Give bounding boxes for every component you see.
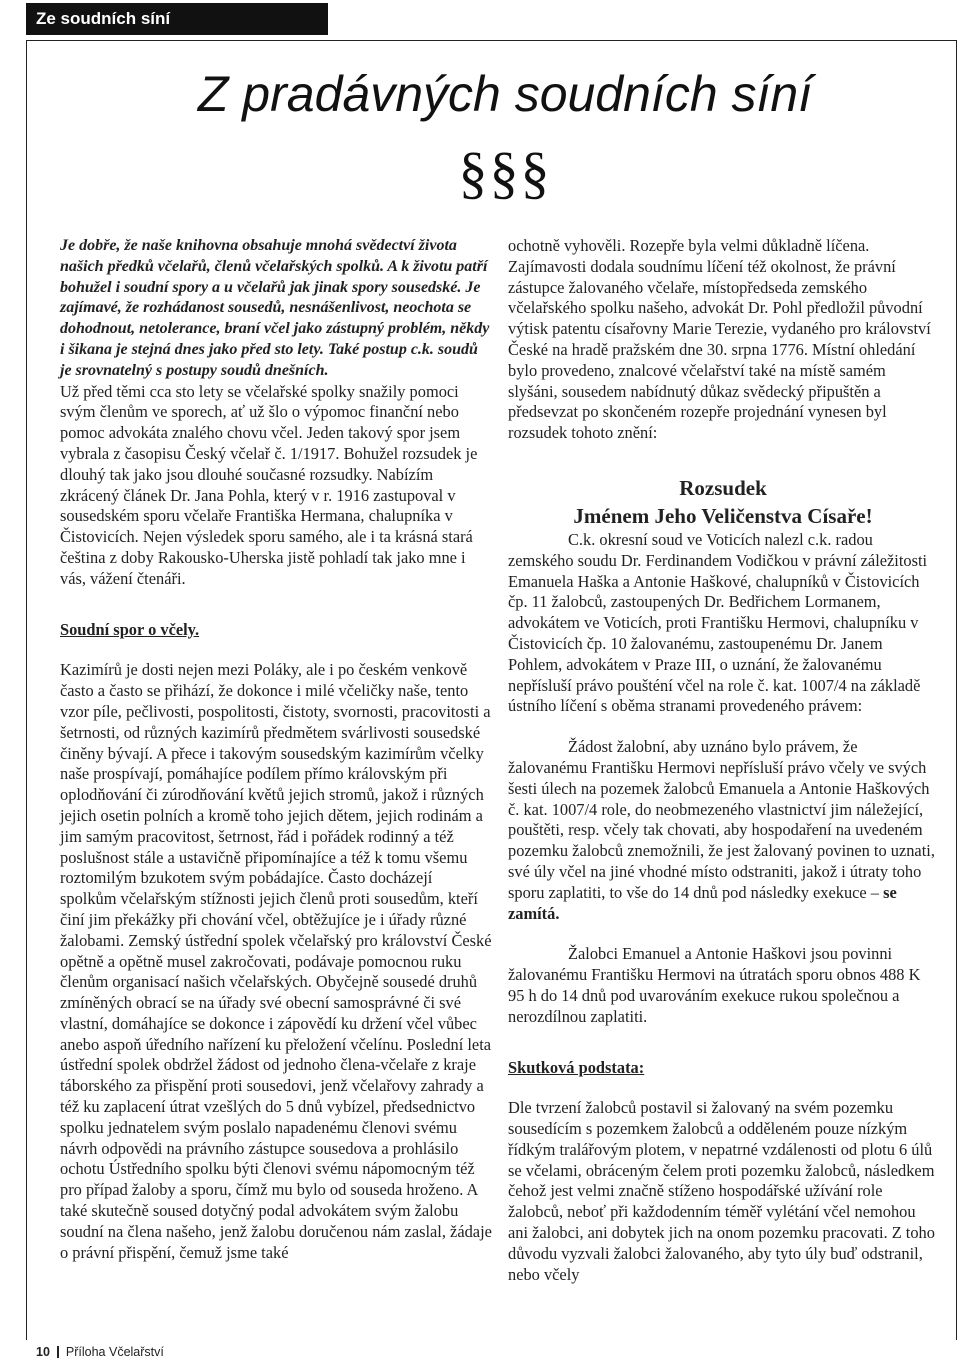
body-paragraph: Kazimírů je dosti nejen mezi Poláky, ale i po českém venkově často a často se přihází, že dokonce i milé včeličky naše, tento vzor píle, pečlivosti, pospolitosti, čistoty, svornosti, pracovitosti a šetrnosti, od různých kazimírů předmětem svárlivosti sousedské činěny bývají. A přece i takovým sousedským kazimírům včelky naše prospívají, pomáhajíce podílem přímo královským při oplodňování či zúrodňování květů jejich stromů, jakož i různých jejich osetin polních a kromě toho jejich dětem, jejich rodinám a jim samým pracovitost, šetrnost, řád i pořádek rodinný a též poslušnost stále a ustavičně připomínajíce a též k tomu všemu roztomilým bzukotem svým pobádajíce. Často docházejí spolkům včelařským stížnosti jejich členů proti sousedům, kteří činí jim překážky při chování včel, obtěžujíce je i úřady různé žalobami. Zemský ústřední spolek včelařský pro království České opětně a opětně musel zakročovati, podávaje pomocnou ruku členům organisací našich včelařských. Obyčejně sousedé druhů zmíněných obrací se na úřady své obecní samosprávné či své vlastní, domáhajíce se dokonce i zápovědí ku držení včel vůbec anebo aspoň úředního nařízení ku přeložení včelínu. Poslední leta ústřední spolek obdržel žádost od jednoho člena-včelaře z kraje táborského za přispění proti sousedovi, jenž včelařovy zahrady a též ku zaplacení útrat vzešlých do 5 dnů vybízel, předsednictvo spolku jednatelem svým poslalo napadenému členovi svému návrh odpovědi na právního zástupce sousedova a prohlásilo ochotu Ústředního spolku býti členovi svému nápomocným též pro případ žaloby a sporu, čímž mu bylo od souseda hroženo. A také skutečně soused dotyčný podal advokátem svým žalobu soudní na člena našeho, jenž žalobu doručenou nám zaslal, žádaje o právní přispění, čemuž jsme také — [60, 660, 492, 1262]
right-column — [508, 236, 938, 1285]
footer-divider — [57, 1346, 59, 1358]
page-footer — [36, 1345, 164, 1359]
body-paragraph: Žalobci Emanuel a Antonie Haškovi jsou povinni žalovanému Františku Hermovi na útratách sporu obnos 488 K 95 h do 14 dnů pod uvarováním exekuce rukou společnou a nerozdílnou zaplatiti. — [508, 944, 921, 1026]
body-paragraph: Dle tvrzení žalobců postavil si žalovaný na svém pozemku sousedícím s pozemkem žalobců a odděleném pouze nízkým řídkým tralářovým plotem, v nepatrné vzdálenosti od plotu 6 úlů se včelami, obráceným čelem proti pozemku žalobců, následkem čehož jest velmi značně stíženo hospodářské užívání role žalobců, neboť při každodenním téměř vylétání včel nemohou ani žalobci, ani dobytek jich na onom pozemku pracovati. Z toho důvodu vyzvali žalobci žalovaného, aby tyto úly buď odstranil, nebo včely — [508, 1098, 935, 1284]
section-label: Ze soudních síní — [26, 3, 328, 35]
body-paragraph: ochotně vyhověli. Rozepře byla velmi důkladně líčena. Zajímavosti dodala soudnímu líčení též okolnost, že právní zástupce žalovaného včelaře, místopředseda zemského včelařského spolku našeho, advokát Dr. Pohl předložil původní výtisk patentu císařovny Marie Terezie, vydaného pro království České na hradě pražském dne 30. srpna 1776. Místní ohledání bylo provedeno, znalcové včelařství také na místě samém slyšáni, sousedem nabídnutý důkaz svědecký připuštěn a předsevzat po skončeném rozepře projednání vynesen byl rozsudek tohoto znění: — [508, 236, 931, 443]
verdict-title: Rozsudek — [679, 475, 767, 500]
page-number: 10 — [36, 1345, 50, 1359]
body-paragraph — [508, 737, 938, 924]
body-paragraph: Už před těmi cca sto lety se včelařské spolky snažily pomoci svým členům ve sporech, ať už šlo o výpomoc finanční nebo pomoc advokáta znalého chovu včel. Jeden takový spor jsem vybrala z časopisu Český včelař č. 1/1917. Bohužel rozsudek je dlouhý tak jako jsou dlouhé současné rozsudky. Nabízím zkrácený článek Dr. Jana Pohla, který v r. 1916 zastupoval v sousedském sporu včelaře Františka Hermana, chalupníka v Čistovicích. Nejen výsledek sporu samého, ale i ta krásná stará čeština z doby Rakousko-Uherska jistě pohladí tak jako mne i vás, vážení čtenáři. — [60, 381, 478, 588]
left-column — [60, 236, 492, 1263]
article-intro: Je dobře, že naše knihovna obsahuje mnohá svědectví života našich předků včelařů, členů včelařských spolků. A k životu patří bohužel i soudní spory a u včelařů jak jinak spory sousedské. Je zajímavé, že rozhádanost sousedů, nesnášenlivost, neochota se dohodnout, netolerance, braní včel jako zástupný problém, někdy i šikana je stejná dnes jako před sto lety. Také postup c.k. soudů je srovnatelný s postupy soudů dnešních. — [60, 237, 490, 379]
body-paragraph: C.k. okresní soud ve Voticích nalezl c.k. radou zemského soudu Dr. Ferdinandem Vodičkou v právní záležitosti Emanuela Haška a Antonie Haškové, chalupníků v Čistovicích čp. 11 žalobců, zastoupených Dr. Bedřichem Lormanem, advokátem ve Voticích, proti Františku Hermovi, chalupníku v Čistovicích čp. 10 žalovanému, zastoupenému Dr. Janem Pohlem, advokátem v Praze III, o uznání, že žalovanému nepřísluší právo poušténí včel na role č. kat. 1007/4 na základě ústního líčení s oběma stranami provedeného právem: — [508, 529, 928, 716]
verdict-subtitle: Jménem Jeho Veličenstva Císaře! — [573, 503, 873, 528]
section-heading-skutkova-podstata: Skutková podstata: — [508, 1057, 645, 1077]
paragraph-marks: §§§ — [458, 140, 552, 205]
section-heading-soudni-spor: Soudní spor o včely. — [60, 619, 200, 639]
publication-name: Příloha Včelařství — [65, 1345, 164, 1359]
verdict-text: Žádost žalobní, aby uznáno bylo právem, že žalovanému Františku Hermovi nepřísluší právo včely ve svých šesti úlech na pozemek žalobců Emanuela a Antonie Haškových č. kat. 1007/4 role, do neobmezeného vlastnictví jim náležející, pouštěti, resp. včely tak chovati, aby hospodaření na uvedeném pozemku žalobců znemožnili, že jest žalovaný povinen to uznati, své úly včel na jiné vhodné místo odstraniti, jakož i útraty toho sporu zaplatiti, to vše do 14 dnů pod následky exekuce – — [508, 737, 935, 902]
article-title: Z pradávných soudních síní — [197, 66, 813, 122]
verdict-decision: se zamítá. — [508, 882, 897, 923]
